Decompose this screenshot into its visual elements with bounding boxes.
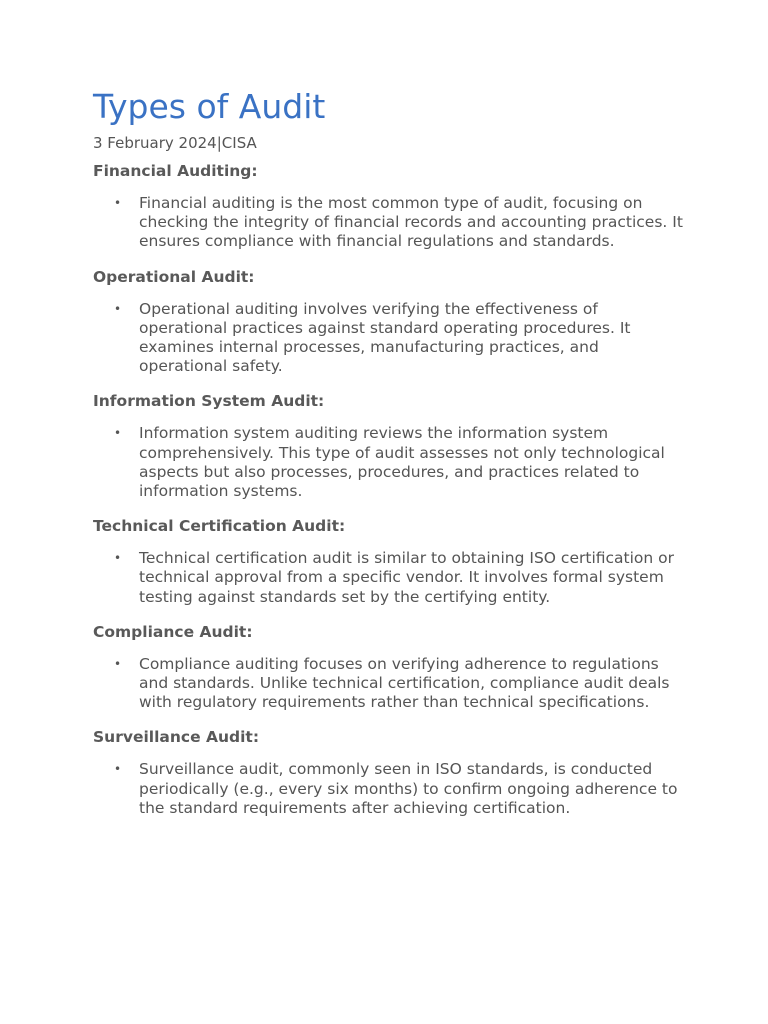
section-heading: Technical Certification Audit: [93, 517, 346, 536]
post-date: 3 February 2024 [93, 134, 217, 152]
bullet-icon: • [114, 551, 122, 566]
list-item [114, 760, 683, 818]
section-heading: Compliance Audit: [93, 622, 253, 641]
meta-separator: | [216, 134, 222, 152]
section-heading: Information System Audit: [93, 392, 325, 411]
bullet-icon: • [114, 426, 122, 441]
section-technical-certification-audit [93, 515, 683, 607]
section-heading: Financial Auditing: [93, 162, 258, 180]
list-item [114, 424, 683, 501]
bullet-icon: • [114, 196, 122, 210]
bullet-icon: • [114, 762, 122, 777]
section-operational-audit [93, 266, 683, 377]
section-heading: Surveillance Audit: [93, 728, 260, 747]
section-compliance-audit [93, 621, 683, 713]
page-title: Types of Audit [93, 87, 326, 126]
bullet-list [93, 549, 683, 607]
bullet-list [93, 194, 683, 252]
bullet-list [93, 300, 683, 377]
section-information-system-audit [93, 390, 683, 501]
list-item-text: Information system auditing reviews the information system comprehensively. This type of audit assesses not only technological aspects but also processes, procedures, and practices related to information systems. [139, 424, 665, 501]
list-item [114, 654, 683, 713]
list-item-text: Financial auditing is the most common type of audit, focusing on checking the integrity of financial records and accounting practices. It ensures compliance with financial regulations and standards. [139, 194, 683, 251]
section-heading: Operational Audit: [93, 267, 255, 286]
bullet-icon: • [114, 656, 122, 671]
bullet-icon: • [114, 301, 122, 316]
list-item-text: Operational auditing involves verifying the effectiveness of operational practices against standard operating procedures. It examines internal processes, manufacturing practices, and operational safety. [139, 299, 631, 376]
list-item-text: Compliance auditing focuses on verifying adherence to regulations and standards. Unlike technical certification, compliance audit deals with regulatory requirements rather than technical specifications. [139, 654, 670, 712]
post-meta [93, 132, 683, 154]
list-item [114, 299, 683, 377]
list-item-text: Surveillance audit, commonly seen in ISO standards, is conducted periodically (e.g., every six months) to confirm ongoing adherence to the standard requirements after achieving certification. [139, 760, 678, 817]
list-item-text: Technical certification audit is similar to obtaining ISO certification or technical approval from a specific vendor. It involves formal system testing against standards set by the certifying entity. [139, 549, 675, 606]
section-financial-auditing [93, 160, 683, 252]
post-category: CISA [221, 134, 257, 152]
bullet-list [93, 760, 683, 818]
list-item [114, 194, 683, 252]
bullet-list [93, 655, 683, 713]
section-surveillance-audit [93, 726, 683, 818]
list-item [114, 549, 683, 607]
bullet-list [93, 424, 683, 501]
document-page [93, 86, 683, 818]
